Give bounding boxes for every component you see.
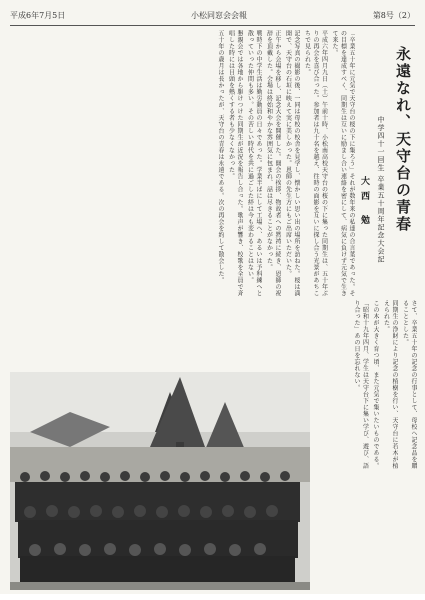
body-column: 正午から会場を移し、記念大会を開催した。開会の挨拶、物故者への黙祷に続き、恩師の祝辞を頂戴した。会場は終始和やかな雰囲気に包まれ、話は尽きることがなかった。 <box>265 30 281 297</box>
body-column: 同期生の浄財により記念の植樹を行い、天守台に若木が植えられた。 <box>382 300 398 469</box>
newsletter-name: 小松同窓会会報 <box>191 10 248 20</box>
body-column: 戦時下の中学生活は勤労動員の日々であった。学業半ばにして工場へ、あるいは予科練へと散っていった仲間も多い。その苦しい時代を共に過ごした絆は今も変わることはない。 <box>246 30 262 297</box>
body-column: この木が大きく育つ頃、また元気で集いたいものである。 <box>372 300 379 469</box>
group-photo-image <box>10 372 310 590</box>
body-column: 平成六年四月九日（土）午前十時、小松南高校天守台の桜の下に集った同期生は、五十年ぶりの再会を喜び合った。参加者は九十名を越え、往時の面影を互いに探し合う光景があちこちで見られた。 <box>303 30 328 297</box>
body-column: 懇親会では各地から駆けつけた同期生が近況を報告し合った。歌声が響き、校歌を全員で斉唱した時には目頭を熱くする者も少なくなかった。 <box>227 30 243 297</box>
body-column: 記念写真の撮影の後、一同は母校の校舎を見学し、懐かしい思い出の場所を訪ねた。桜は満開で、天守台の石垣に映えて実に美しかった。恩師の先生方にもご出席いただいた。 <box>284 30 300 297</box>
article-headline <box>357 46 417 286</box>
body-column: 「卒業五十年に元気で天守台の桜の下に集ろう」それが数年来の私達の合言葉であった。その目標を達成すべく、同期生は互いに励まし合い連絡を密にして、病気に負けず元気で生きて来た。 <box>331 30 355 297</box>
body-column: 「昭和十九年四月、学生は天守台下に集い学び、遊び、語り合った」あの日を忘れない。 <box>353 300 369 469</box>
issue-number: 第8号（2） <box>372 10 415 20</box>
body-column: 五十年の歳月は長かったが、天守台の青春は永遠である。次の再会を約して散会した。 <box>217 30 224 284</box>
page-header <box>10 6 415 24</box>
page-bottom-edge <box>0 594 425 600</box>
article-author: 大西 勉 <box>359 176 369 231</box>
article-byline: 中学四十一回生 卒業五十周年記念大会記 <box>377 116 385 264</box>
group-photo <box>10 372 310 590</box>
article-body <box>10 30 355 298</box>
article-title: 永遠なれ、天守台の青春 <box>394 46 412 233</box>
issue-date: 平成6年7月5日 <box>10 10 66 20</box>
body-column: さて、卒業五十年の記念の行事として、母校へ記念品を贈ることとした。 <box>401 300 417 469</box>
header-rule <box>10 25 415 26</box>
